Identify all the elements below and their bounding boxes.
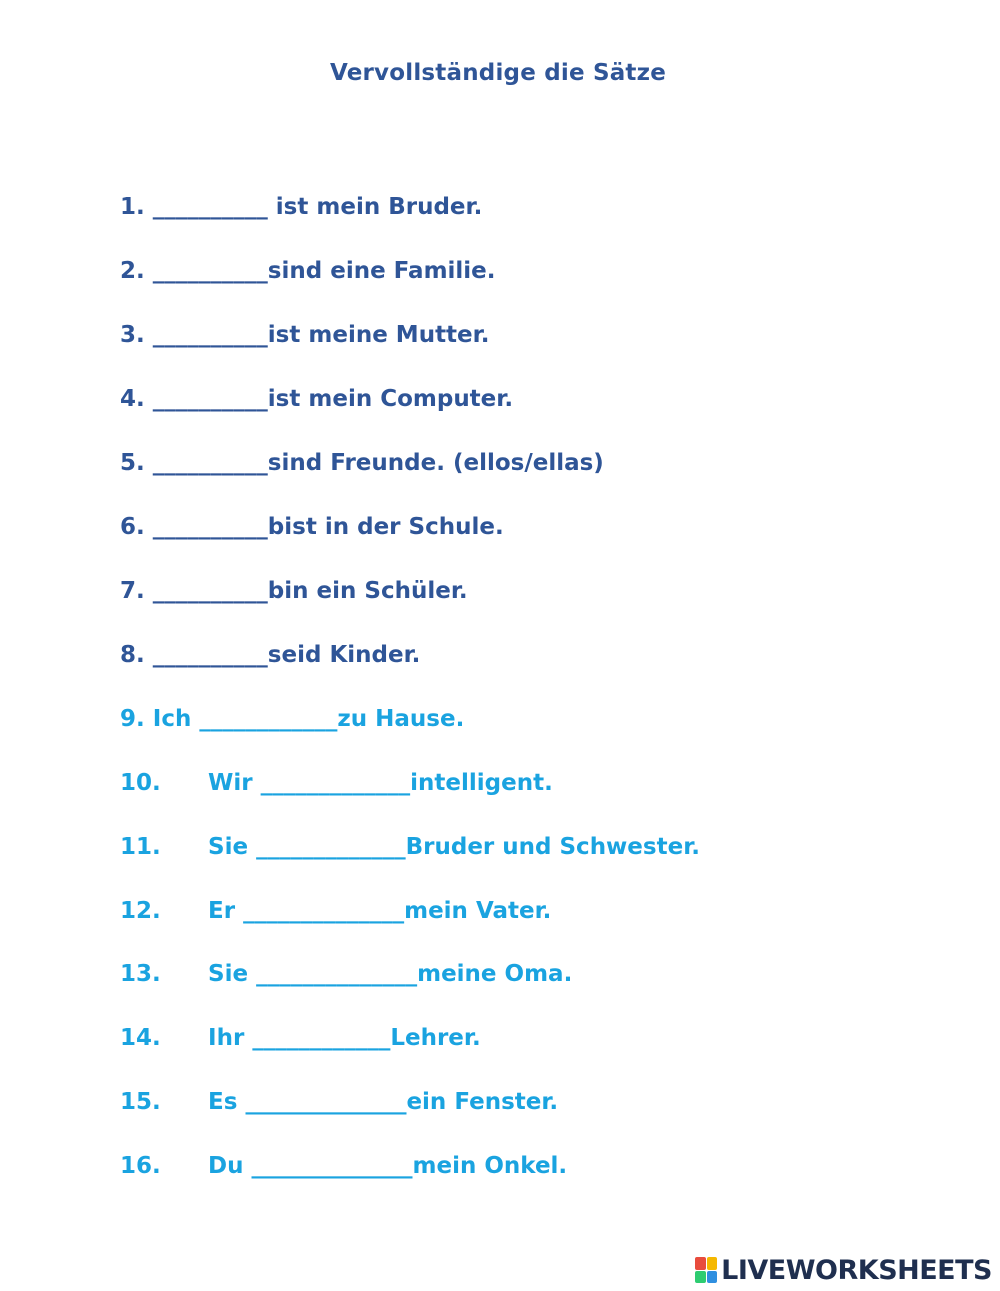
item-number: 13. [120,961,161,987]
item-text: meine Oma. [417,961,573,987]
item-number: 14. [120,1025,161,1051]
answer-blank[interactable]: ______________ [248,961,418,987]
exercise-item [88,793,700,860]
exercise-item [88,1048,559,1115]
exercise-item [88,281,490,348]
item-text: ist mein Bruder. [275,194,483,220]
item-number: 11. [120,834,161,860]
item-number: 2. [120,258,145,284]
exercise-item [88,601,421,668]
answer-blank[interactable]: ______________ [237,1089,407,1115]
exercise-item [88,473,504,540]
exercise-item [88,409,604,476]
item-text: zu Hause. [337,706,465,732]
answer-blank[interactable]: _____________ [248,834,406,860]
exercise-item [88,984,481,1051]
answer-blank[interactable]: ____________ [244,1025,391,1051]
answer-blank[interactable]: _____________ [252,770,411,796]
logo-square [707,1257,718,1270]
item-number: 1. [120,194,145,220]
answer-blank[interactable]: __________ [144,642,268,668]
logo-square [695,1257,706,1270]
item-pronoun: Wir [208,770,253,796]
item-number: 5. [120,450,145,476]
item-number: 12. [120,898,161,924]
item-text: bin ein Schüler. [267,578,468,604]
exercise-item [88,920,573,987]
item-text: seid Kinder. [267,642,421,668]
answer-blank[interactable]: ____________ [191,706,338,732]
exercise-item [88,537,468,604]
item-number: 8. [120,642,145,668]
exercise-item [88,857,552,924]
liveworksheets-logo-icon [695,1257,717,1283]
item-text: ist meine Mutter. [267,322,490,348]
answer-blank[interactable]: __________ [144,194,276,220]
item-number: 10. [120,770,161,796]
item-text: intelligent. [410,770,553,796]
item-number: 4. [120,386,145,412]
item-pronoun: Ihr [208,1025,245,1051]
worksheet-title: Vervollständige die Sätze [329,60,667,86]
item-text: mein Vater. [404,898,552,924]
item-number: 3. [120,322,145,348]
item-text: mein Onkel. [412,1153,568,1179]
exercise-item [88,345,514,412]
exercise-item [88,217,496,284]
item-text: ein Fenster. [406,1089,559,1115]
exercise-item [88,729,553,796]
answer-blank[interactable]: __________ [144,450,268,476]
exercise-item [88,1112,568,1179]
answer-blank[interactable]: __________ [144,514,268,540]
liveworksheets-branding [695,1252,992,1288]
item-number: 16. [120,1153,161,1179]
item-pronoun: Sie [208,834,249,860]
item-text: sind eine Familie. [267,258,496,284]
item-text: ist mein Computer. [267,386,514,412]
item-pronoun: Du [208,1153,244,1179]
item-pronoun: Sie [208,961,249,987]
logo-square [707,1271,718,1284]
item-text: bist in der Schule. [267,514,504,540]
exercise-item [88,153,483,220]
item-text: Bruder und Schwester. [405,834,700,860]
item-number: 6. [120,514,145,540]
answer-blank[interactable]: __________ [144,578,268,604]
answer-blank[interactable]: ______________ [235,898,405,924]
item-number: 9. [120,706,145,732]
item-pronoun: Er [208,898,236,924]
item-text: sind Freunde. (ellos/ellas) [267,450,604,476]
item-pronoun: Ich [144,706,192,732]
exercise-item [88,665,465,732]
item-number: 7. [120,578,145,604]
item-pronoun: Es [208,1089,238,1115]
liveworksheets-logo-text: LIVEWORKSHEETS [721,1254,992,1286]
item-text: Lehrer. [390,1025,481,1051]
answer-blank[interactable]: __________ [144,386,268,412]
answer-blank[interactable]: __________ [144,322,268,348]
answer-blank[interactable]: ______________ [243,1153,413,1179]
logo-square [695,1271,706,1284]
answer-blank[interactable]: __________ [144,258,268,284]
item-number: 15. [120,1089,161,1115]
